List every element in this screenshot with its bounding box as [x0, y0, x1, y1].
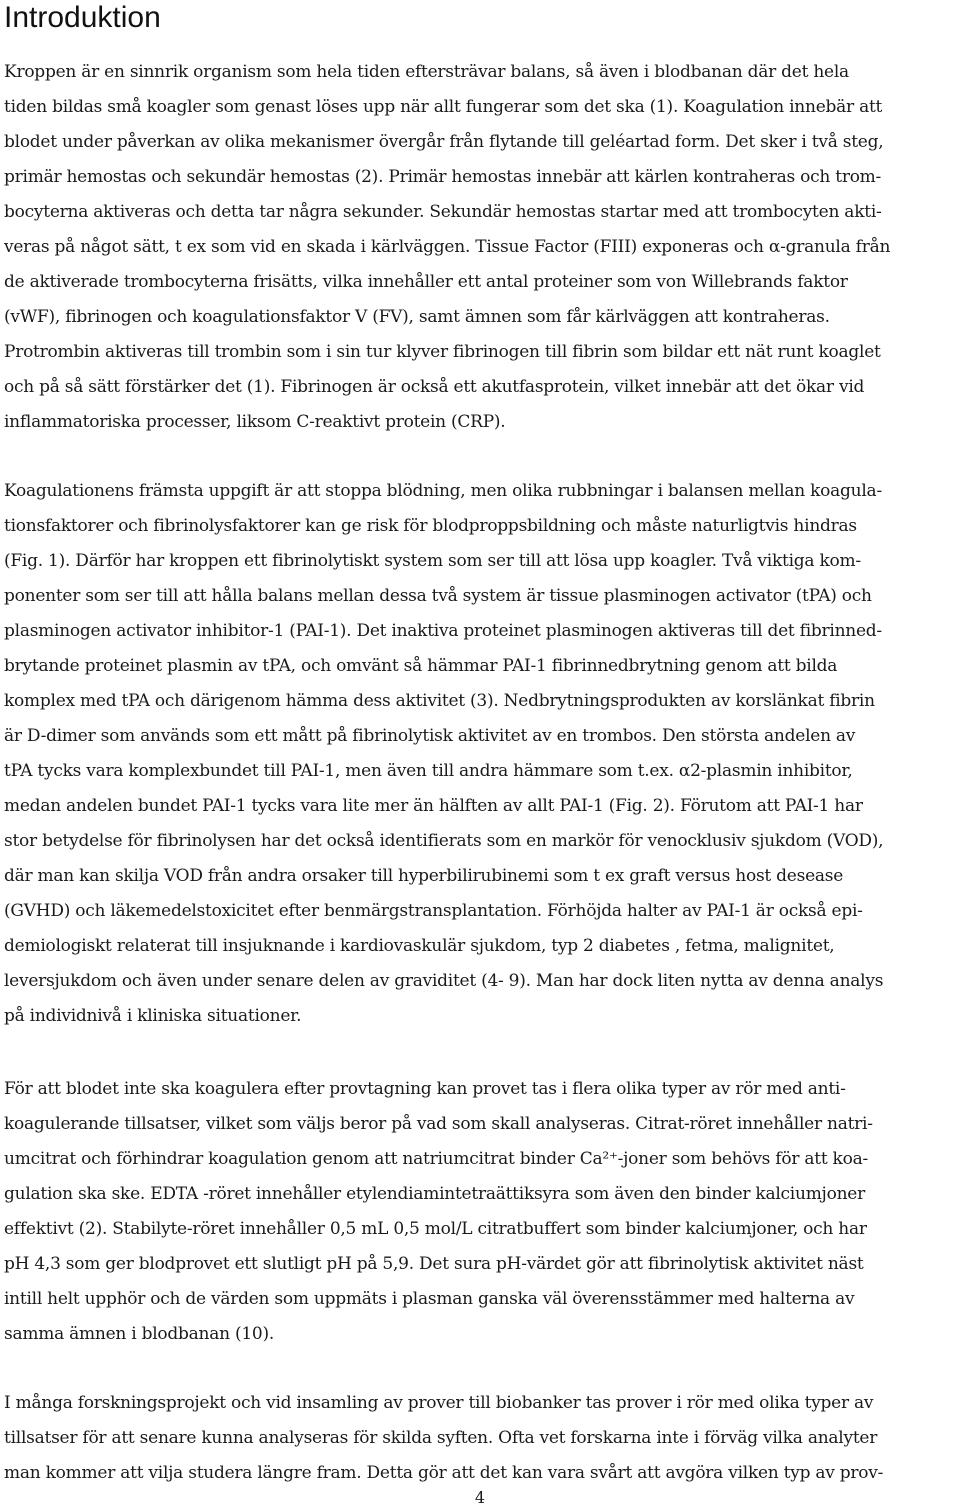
text-line: tiden bildas små koagler som genast löses upp när allt fungerar som det ska (1). Koagulation innebär att [4, 97, 883, 117]
text-line: För att blodet inte ska koagulera efter provtagning kan provet tas i flera olika typer av rör med anti- [4, 1079, 846, 1099]
text-line: tillsatser för att senare kunna analyseras för skilda syften. Ofta vet forskarna inte i förväg vilka analyter [4, 1428, 878, 1448]
text-line: där man kan skilja VOD från andra orsaker till hyperbilirubinemi som t ex graft versus host desease [4, 866, 844, 886]
paragraph-1 [4, 55, 956, 440]
text-line: de aktiverade trombocyterna frisätts, vilka innehåller ett antal proteiner som von Willebrands faktor [4, 272, 848, 292]
page-title: Introduktion [4, 1, 161, 34]
text-line: tionsfaktorer och fibrinolysfaktorer kan ge risk för blodproppsbildning och måste naturligtvis hindras [4, 516, 857, 536]
text-line: gulation ska ske. EDTA -röret innehåller etylendiamintetraättiksyra som även den binder kalciumjoner [4, 1184, 865, 1204]
text-line: inflammatoriska processer, liksom C-reaktivt protein (CRP). [4, 412, 506, 432]
text-line: pH 4,3 som ger blodprovet ett slutligt pH på 5,9. Det sura pH-värdet gör att fibrinolytisk aktivitet näst [4, 1254, 864, 1274]
page-number: 4 [474, 1488, 486, 1507]
text-line: intill helt upphör och de värden som uppmäts i plasman ganska väl överensstämmer med halterna av [4, 1289, 855, 1309]
text-line: ponenter som ser till att hålla balans mellan dessa två system är tissue plasminogen activator (tPA) och [4, 586, 872, 606]
text-line: primär hemostas och sekundär hemostas (2). Primär hemostas innebär att kärlen kontraheras och trom- [4, 167, 882, 187]
text-line: stor betydelse för fibrinolysen har det också identifierats som en markör för venocklusiv sjukdom (VOD), [4, 831, 884, 851]
text-line: koagulerande tillsatser, vilket som väljs beror på vad som skall analyseras. Citrat-röret innehåller natri- [4, 1114, 873, 1134]
paragraph-3 [4, 1072, 956, 1352]
text-line: Koagulationens främsta uppgift är att stoppa blödning, men olika rubbningar i balansen mellan koagula- [4, 481, 882, 501]
text-line: leversjukdom och även under senare delen av graviditet (4- 9). Man har dock liten nytta av denna analys [4, 971, 884, 991]
text-line: (Fig. 1). Därför har kroppen ett fibrinolytiskt system som ser till att lösa upp koagler. Två viktiga kom- [4, 551, 861, 571]
text-line: (GVHD) och läkemedelstoxicitet efter benmärgstransplantation. Förhöjda halter av PAI-1 är också epi- [4, 901, 863, 921]
text-line: man kommer att vilja studera längre fram. Detta gör att det kan vara svårt att avgöra vilken typ av prov- [4, 1463, 884, 1483]
text-line: plasminogen activator inhibitor-1 (PAI-1). Det inaktiva proteinet plasminogen aktiveras till det fibrinned- [4, 621, 882, 641]
text-line: tPA tycks vara komplexbundet till PAI-1, men även till andra hämmare som t.ex. α2-plasmin inhibitor, [4, 761, 853, 781]
text-line: Protrombin aktiveras till trombin som i sin tur klyver fibrinogen till fibrin som bildar ett nät runt koaglet [4, 342, 881, 362]
text-line: demiologiskt relaterat till insjuknande i kardiovaskulär sjukdom, typ 2 diabetes , fetma, malignitet, [4, 936, 835, 956]
text-line: på individnivå i kliniska situationer. [4, 1006, 302, 1026]
text-line: (vWF), fibrinogen och koagulationsfaktor V (FV), samt ämnen som får kärlväggen att kontraheras. [4, 307, 830, 327]
text-line: och på så sätt förstärker det (1). Fibrinogen är också ett akutfasprotein, vilket innebär att det ökar vid [4, 377, 865, 397]
text-line: samma ämnen i blodbanan (10). [4, 1324, 275, 1344]
text-line: veras på något sätt, t ex som vid en skada i kärlväggen. Tissue Factor (FIII) exponeras och α-granula från [4, 237, 891, 257]
paragraph-4 [4, 1386, 956, 1491]
text-line: effektivt (2). Stabilyte-röret innehåller 0,5 mL 0,5 mol/L citratbuffert som binder kalciumjoner, och har [4, 1219, 867, 1239]
text-line: I många forskningsprojekt och vid insamling av prover till biobanker tas prover i rör med olika typer av [4, 1393, 874, 1413]
text-line: umcitrat och förhindrar koagulation genom att natriumcitrat binder Ca²⁺-joner som behövs för att koa- [4, 1149, 868, 1169]
text-line: brytande proteinet plasmin av tPA, och omvänt så hämmar PAI-1 fibrinnedbrytning genom att bilda [4, 656, 838, 676]
text-line: blodet under påverkan av olika mekanismer övergår från flytande till geléartad form. Det sker i två steg, [4, 132, 884, 152]
text-line: medan andelen bundet PAI-1 tycks vara lite mer än hälften av allt PAI-1 (Fig. 2). Förutom att PAI-1 har [4, 796, 863, 816]
text-line: bocyterna aktiveras och detta tar några sekunder. Sekundär hemostas startar med att trombocyten akti- [4, 202, 882, 222]
text-line: komplex med tPA och därigenom hämma dess aktivitet (3). Nedbrytningsprodukten av korslänkat fibrin [4, 691, 875, 711]
paragraph-2 [4, 474, 956, 1034]
text-line: Kroppen är en sinnrik organism som hela tiden eftersträvar balans, så även i blodbanan där det hela [4, 62, 849, 82]
text-line: är D-dimer som används som ett mått på fibrinolytisk aktivitet av en trombos. Den största andelen av [4, 726, 856, 746]
